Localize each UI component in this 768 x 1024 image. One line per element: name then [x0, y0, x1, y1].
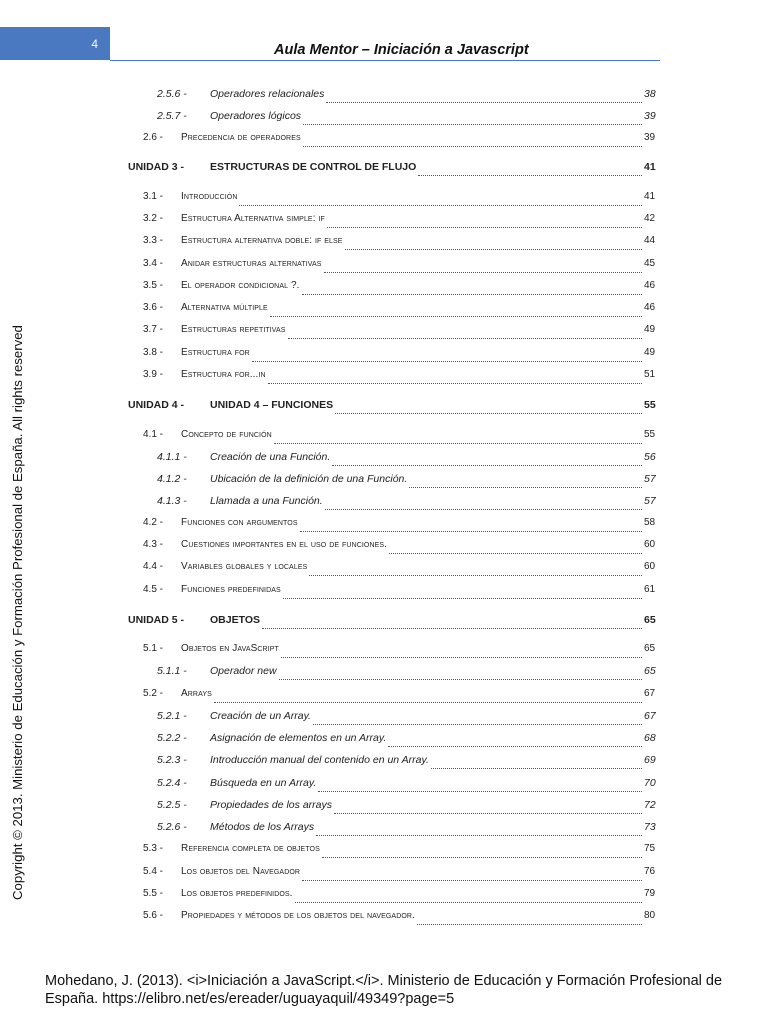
toc-entry-number: 3.8 -	[143, 347, 164, 358]
toc-entry-number: 5.2.2 -	[157, 732, 187, 744]
toc-row[interactable]	[0, 777, 768, 795]
toc-row[interactable]	[0, 710, 768, 728]
toc-unit-row[interactable]	[0, 399, 768, 417]
toc-entry-page: 73	[644, 821, 656, 833]
toc-entry-page: 44	[644, 235, 656, 246]
toc-row[interactable]	[0, 110, 768, 128]
running-header-title: Aula Mentor – Iniciación a Javascript	[274, 42, 529, 58]
toc-entry-number: 3.6 -	[143, 302, 164, 313]
toc-leader-dots	[327, 213, 642, 228]
toc-leader-dots	[326, 88, 642, 103]
toc-entry-title: Precedencia de operadores	[181, 132, 301, 143]
toc-row[interactable]	[0, 191, 768, 209]
toc-entry-page: 49	[644, 347, 656, 358]
toc-entry-title: Alternativa múltiple	[181, 302, 268, 313]
toc-entry-number: 4.1 -	[143, 429, 164, 440]
toc-entry-number: 5.3 -	[143, 843, 164, 854]
toc-entry-page: 56	[644, 451, 656, 463]
toc-row[interactable]	[0, 302, 768, 320]
toc-leader-dots	[332, 451, 642, 466]
toc-entry-number: UNIDAD 4 -	[128, 399, 185, 411]
toc-entry-number: 2.5.6 -	[157, 88, 187, 100]
toc-row[interactable]	[0, 539, 768, 557]
toc-row[interactable]	[0, 561, 768, 579]
toc-entry-number: 3.9 -	[143, 369, 164, 380]
toc-entry-page: 45	[644, 258, 656, 269]
toc-entry-page: 68	[644, 732, 656, 744]
toc-leader-dots	[303, 110, 642, 125]
side-copyright-notice: Copyright © 2013. Ministerio de Educación y Formación Profesional de España. All rights reserved	[10, 325, 25, 900]
toc-leader-dots	[300, 517, 642, 532]
toc-entry-title: Llamada a una Función.	[210, 495, 323, 507]
toc-leader-dots	[334, 799, 642, 814]
toc-row[interactable]	[0, 132, 768, 150]
toc-entry-title: Estructuras repetitivas	[181, 324, 286, 335]
toc-leader-dots	[302, 866, 642, 881]
toc-leader-dots	[281, 643, 642, 658]
toc-entry-number: 5.2 -	[143, 688, 164, 699]
toc-leader-dots	[313, 710, 642, 725]
toc-entry-page: 67	[644, 710, 656, 722]
page-number: 4	[91, 36, 98, 51]
toc-entry-number: 5.2.3 -	[157, 754, 187, 766]
toc-entry-page: 75	[644, 843, 656, 854]
toc-row[interactable]	[0, 213, 768, 231]
toc-entry-title: Introducción manual del contenido en un Array.	[210, 754, 429, 766]
toc-leader-dots	[274, 429, 642, 444]
toc-row[interactable]	[0, 866, 768, 884]
toc-entry-title: Estructura Alternativa simple: if	[181, 213, 325, 224]
toc-entry-title: Propiedades de los arrays	[210, 799, 332, 811]
toc-entry-page: 65	[644, 643, 656, 654]
toc-entry-title: Operadores lógicos	[210, 110, 302, 122]
toc-entry-page: 51	[644, 369, 656, 380]
toc-entry-title: Creación de un Array.	[210, 710, 311, 722]
toc-row[interactable]	[0, 643, 768, 661]
toc-row[interactable]	[0, 280, 768, 298]
toc-row[interactable]	[0, 324, 768, 342]
toc-leader-dots	[262, 614, 642, 629]
toc-entry-number: 5.5 -	[143, 888, 164, 899]
toc-entry-number: 5.1 -	[143, 643, 164, 654]
toc-entry-number: 5.2.4 -	[157, 777, 187, 789]
toc-leader-dots	[417, 910, 642, 925]
toc-entry-page: 72	[644, 799, 656, 811]
toc-entry-page: 79	[644, 888, 656, 899]
toc-entry-number: 2.6 -	[143, 132, 164, 143]
toc-entry-number: 4.3 -	[143, 539, 164, 550]
toc-entry-page: 65	[644, 614, 656, 626]
toc-leader-dots	[316, 821, 642, 836]
toc-entry-number: 4.5 -	[143, 584, 164, 595]
toc-leader-dots	[345, 235, 642, 250]
toc-row[interactable]	[0, 347, 768, 365]
toc-entry-title: Ubicación de la definición de una Función.	[210, 473, 408, 485]
toc-entry-number: 5.2.6 -	[157, 821, 187, 833]
toc-entry-title: OBJETOS	[210, 614, 260, 626]
toc-leader-dots	[214, 688, 642, 703]
toc-entry-page: 46	[644, 302, 656, 313]
toc-entry-title: Estructura alternativa doble: if else	[181, 235, 343, 246]
toc-entry-number: 3.4 -	[143, 258, 164, 269]
toc-row[interactable]	[0, 688, 768, 706]
toc-entry-page: 57	[644, 495, 656, 507]
toc-entry-title: Asignación de elementos en un Array.	[210, 732, 387, 744]
toc-entry-page: 41	[644, 161, 656, 173]
toc-entry-title: ESTRUCTURAS DE CONTROL DE FLUJO	[210, 161, 417, 173]
toc-row[interactable]	[0, 88, 768, 106]
toc-entry-title: El operador condicional ?.	[181, 280, 300, 291]
toc-entry-number: 5.6 -	[143, 910, 164, 921]
toc-entry-page: 60	[644, 561, 656, 572]
toc-leader-dots	[302, 280, 642, 295]
toc-entry-page: 39	[644, 132, 656, 143]
toc-entry-number: UNIDAD 5 -	[128, 614, 185, 626]
toc-leader-dots	[303, 132, 642, 147]
toc-leader-dots	[309, 561, 642, 576]
toc-leader-dots	[335, 399, 642, 414]
toc-entry-number: 4.2 -	[143, 517, 164, 528]
toc-entry-number: UNIDAD 3 -	[128, 161, 185, 173]
toc-row[interactable]	[0, 732, 768, 750]
toc-row[interactable]	[0, 799, 768, 817]
toc-row[interactable]	[0, 258, 768, 276]
toc-entry-title: Búsqueda en un Array.	[210, 777, 317, 789]
toc-entry-title: Introducción	[181, 191, 238, 202]
toc-entry-title: Estructura for...in	[181, 369, 266, 380]
toc-entry-number: 5.1.1 -	[157, 665, 187, 677]
toc-entry-title: Métodos de los Arrays	[210, 821, 315, 833]
toc-entry-title: Objetos en JavaScript	[181, 643, 279, 654]
toc-entry-page: 46	[644, 280, 656, 291]
toc-entry-page: 69	[644, 754, 656, 766]
toc-row[interactable]	[0, 754, 768, 772]
toc-entry-page: 60	[644, 539, 656, 550]
toc-leader-dots	[389, 539, 642, 554]
toc-row[interactable]	[0, 451, 768, 469]
toc-entry-page: 55	[644, 399, 656, 411]
toc-row[interactable]	[0, 369, 768, 387]
toc-row[interactable]	[0, 495, 768, 513]
toc-entry-page: 67	[644, 688, 656, 699]
toc-entry-title: Anidar estructuras alternativas	[181, 258, 322, 269]
toc-entry-page: 55	[644, 429, 656, 440]
toc-row[interactable]	[0, 429, 768, 447]
toc-entry-number: 5.4 -	[143, 866, 164, 877]
toc-row[interactable]	[0, 910, 768, 928]
toc-entry-title: Operador new	[210, 665, 277, 677]
citation-footer: Mohedano, J. (2013). <i>Iniciación a JavaScript.</i>. Ministerio de Educación y Formación Profesional de España. https://elibro.net/es/ereader/uguayaquil/49349?page=5	[45, 973, 723, 1007]
toc-entry-number: 4.4 -	[143, 561, 164, 572]
toc-leader-dots	[295, 888, 642, 903]
toc-unit-row[interactable]	[0, 614, 768, 632]
toc-leader-dots	[279, 665, 642, 680]
toc-entry-title: Referencia completa de objetos	[181, 843, 320, 854]
toc-leader-dots	[431, 754, 642, 769]
toc-entry-title: Funciones con argumentos	[181, 517, 298, 528]
toc-leader-dots	[318, 777, 642, 792]
toc-entry-page: 42	[644, 213, 656, 224]
toc-entry-number: 3.2 -	[143, 213, 164, 224]
toc-row[interactable]	[0, 665, 768, 683]
toc-leader-dots	[252, 347, 642, 362]
toc-leader-dots	[288, 324, 642, 339]
toc-entry-page: 61	[644, 584, 656, 595]
toc-entry-number: 3.3 -	[143, 235, 164, 246]
toc-entry-title: Cuestiones importantes en el uso de funciones.	[181, 539, 388, 550]
toc-row[interactable]	[0, 473, 768, 491]
header-divider	[110, 60, 660, 61]
toc-row[interactable]	[0, 888, 768, 906]
toc-entry-page: 57	[644, 473, 656, 485]
toc-entry-title: Estructura for	[181, 347, 250, 358]
toc-leader-dots	[325, 495, 642, 510]
toc-entry-number: 5.2.1 -	[157, 710, 187, 722]
toc-entry-page: 38	[644, 88, 656, 100]
toc-row[interactable]	[0, 843, 768, 861]
toc-entry-number: 5.2.5 -	[157, 799, 187, 811]
toc-leader-dots	[409, 473, 642, 488]
toc-entry-number: 3.5 -	[143, 280, 164, 291]
toc-entry-title: Variables globales y locales	[181, 561, 308, 572]
toc-entry-number: 3.7 -	[143, 324, 164, 335]
toc-entry-title: Propiedades y métodos de los objetos del navegador.	[181, 910, 415, 921]
toc-entry-title: UNIDAD 4 – FUNCIONES	[210, 399, 334, 411]
toc-entry-title: Operadores relacionales	[210, 88, 325, 100]
toc-entry-page: 70	[644, 777, 656, 789]
toc-entry-title: Creación de una Función.	[210, 451, 331, 463]
toc-leader-dots	[268, 369, 642, 384]
toc-leader-dots	[283, 584, 642, 599]
toc-leader-dots	[324, 258, 642, 273]
toc-leader-dots	[388, 732, 642, 747]
page-number-box	[0, 27, 110, 60]
toc-row[interactable]	[0, 517, 768, 535]
toc-entry-page: 65	[644, 665, 656, 677]
toc-unit-row[interactable]	[0, 161, 768, 179]
toc-entry-page: 80	[644, 910, 656, 921]
toc-leader-dots	[239, 191, 642, 206]
toc-entry-page: 39	[644, 110, 656, 122]
toc-entry-page: 49	[644, 324, 656, 335]
toc-leader-dots	[418, 161, 642, 176]
toc-leader-dots	[322, 843, 642, 858]
toc-entry-number: 2.5.7 -	[157, 110, 187, 122]
toc-leader-dots	[270, 302, 642, 317]
toc-entry-title: Funciones predefinidas	[181, 584, 281, 595]
toc-entry-page: 41	[644, 191, 656, 202]
toc-row[interactable]	[0, 584, 768, 602]
toc-entry-title: Arrays	[181, 688, 212, 699]
toc-entry-page: 58	[644, 517, 656, 528]
toc-entry-title: Los objetos del Navegador	[181, 866, 301, 877]
toc-entry-page: 76	[644, 866, 656, 877]
toc-row[interactable]	[0, 235, 768, 253]
toc-entry-number: 3.1 -	[143, 191, 164, 202]
toc-entry-number: 4.1.2 -	[157, 473, 187, 485]
toc-entry-number: 4.1.3 -	[157, 495, 187, 507]
toc-entry-title: Los objetos predefinidos.	[181, 888, 293, 899]
toc-row[interactable]	[0, 821, 768, 839]
toc-entry-title: Concepto de función	[181, 429, 272, 440]
toc-entry-number: 4.1.1 -	[157, 451, 187, 463]
